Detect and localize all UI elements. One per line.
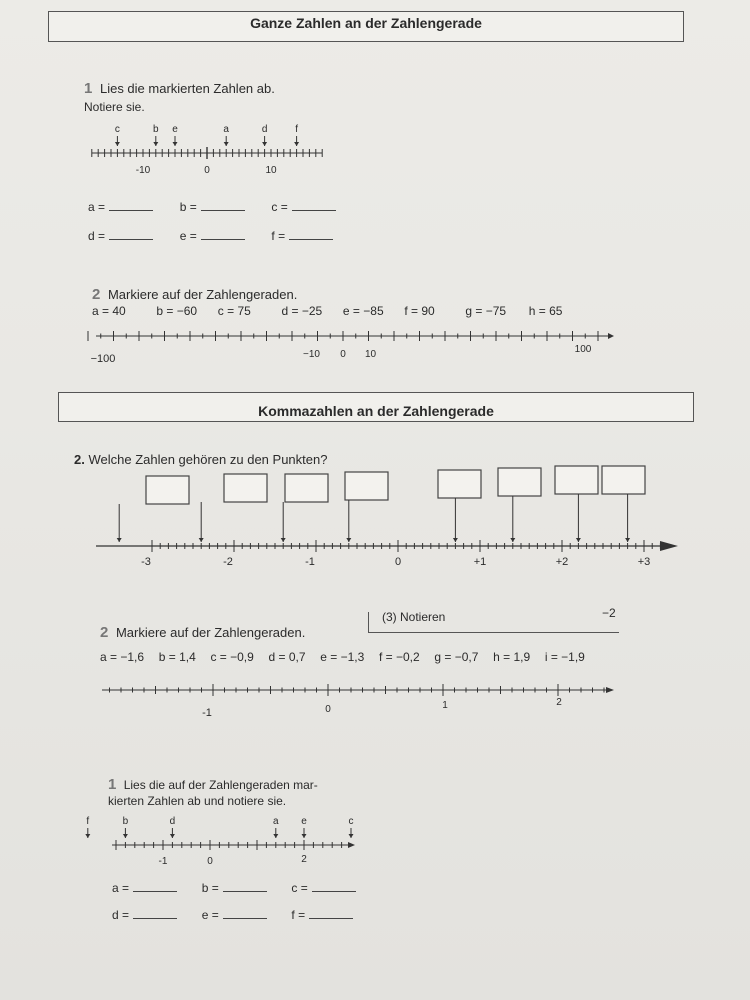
ex5-tick-label: -1 [158,856,168,867]
ex5-answers-row1 [112,881,356,895]
ex4-value-f: f = −0,2 [378,650,420,664]
ex5-answer-e[interactable]: e = [202,908,267,922]
ex5-marker-arrow-a-head [273,834,278,838]
ex2-tick-label: 0 [340,349,346,360]
ex5-marker-label-d: d [169,816,176,827]
ex1-tick-label: 10 [265,165,277,176]
ex1-marker-label-a: a [223,124,229,135]
ex4-value-g: g = −0,7 [434,650,479,664]
ex4-value-a: a = −1,6 [100,650,145,664]
ex4-value-c: c = −0,9 [210,650,254,664]
ex5-number: 1 [108,776,117,793]
ex3-tick-label: -3 [141,556,151,568]
ex5-instruction-line2: kierten Zahlen ab und notiere sie. [108,794,287,808]
ex2-value-f: f = 90 [404,304,435,318]
ex3-tick-label: +3 [637,556,651,568]
title-decimals: Kommazahlen an der Zahlengerade [258,403,494,419]
ex1-tick-label: 0 [204,165,210,176]
ex5-answer-b[interactable]: b = [202,881,267,895]
ex1-marker-label-c: c [114,124,120,135]
ex4-value-i: i = −1,9 [544,650,585,664]
ex4-tick-label: -1 [202,707,212,719]
ex3-question: Welche Zahlen gehören zu den Punkten? [88,452,328,467]
ex5-marker-arrow-f-head [85,834,90,838]
ex5-marker-label-c: c [348,816,354,827]
ex2-tick-label: 10 [364,349,377,360]
ex2-value-b: b = −60 [156,304,198,318]
ex2-instruction: Markiere auf der Zahlengeraden. [107,287,298,302]
ex5-marker-arrow-d-head [170,834,175,838]
ex5-answer-c[interactable]: c = [291,881,355,895]
ex1-answer-b[interactable]: b = [180,200,245,214]
ex4-value-h: h = 1,9 [493,650,531,664]
ex5-answers-row2 [112,908,353,922]
ex5-answer-a[interactable]: a = [112,881,177,895]
ex5-instruction-line1: Lies die auf der Zahlengeraden mar- [123,778,318,792]
ex3-tick-label: +2 [555,556,569,568]
ex1-answer-e[interactable]: e = [180,229,245,243]
ex5-tick-label: 2 [301,854,307,865]
ex4-tick-label: 1 [442,700,448,711]
ex3-tick-label: -2 [223,556,233,568]
ex4-tick-label: 2 [556,697,562,708]
ex4-corner: −2 [602,606,616,620]
ex2-value-e: e = −85 [342,304,384,318]
ex1-answer-d[interactable]: d = [88,229,153,243]
ex4-number: 2 [100,624,109,641]
ex5-marker-label-f: f [86,816,90,827]
ex1-marker-label-f: f [295,124,298,135]
ex5-arrow [348,842,355,848]
ex2-tick-label: 100 [574,344,592,355]
ex1-marker-label-d: d [261,124,268,135]
title-integers: Ganze Zahlen an der Zahlengerade [250,15,482,31]
ex4-value-b: b = 1,4 [158,650,196,664]
ex5-answer-f[interactable]: f = [291,908,353,922]
ex1-answer-a[interactable]: a = [88,200,153,214]
ex1-marker-label-b: b [153,124,159,135]
ex3-tick-label: -1 [305,556,315,568]
ex5-marker-label-b: b [122,816,129,827]
ex1-answer-c[interactable]: c = [271,200,335,214]
ex1-instruction-line2: Notiere sie. [84,100,145,114]
ex5-answer-d[interactable]: d = [112,908,177,922]
ex4-value-d: d = 0,7 [268,650,306,664]
ex2-value-d: d = −25 [281,304,323,318]
ex1-instruction-line1: Lies die markierten Zahlen ab. [99,81,275,96]
ex2-value-a: a = 40 [92,304,126,318]
ex1-marker-label-e: e [172,124,178,135]
ex3-tick-label: 0 [394,556,402,568]
ex2-value-c: c = 75 [217,304,251,318]
ex2-value-h: h = 65 [528,304,563,318]
ex2-value-g: g = −75 [465,304,507,318]
ex5-marker-arrow-c-head [349,834,354,838]
ex2-tick-label: −10 [303,349,320,360]
ex4-instruction: Markiere auf der Zahlengeraden. [115,625,306,640]
ex5-marker-label-e: e [301,816,307,827]
ex4-notiz: (3) Notieren [382,610,446,624]
ex5-marker-arrow-b-head [123,834,128,838]
ex1-tick-label: -10 [135,165,151,176]
ex1-number: 1 [84,80,93,97]
ex5-marker-arrow-e-head [302,834,307,838]
ex2-number: 2 [92,286,101,303]
ex3-tick-label: +1 [473,556,487,568]
ex4-value-e: e = −1,3 [320,650,365,664]
ex4-tick-label: 0 [325,704,331,715]
ex3-number: 2. [74,452,85,467]
ex1-answer-f[interactable]: f = [271,229,333,243]
ex5-tick-label: 0 [207,856,213,867]
ex5-marker-label-a: a [273,816,279,827]
ex2-tick-label: −100 [90,353,116,365]
